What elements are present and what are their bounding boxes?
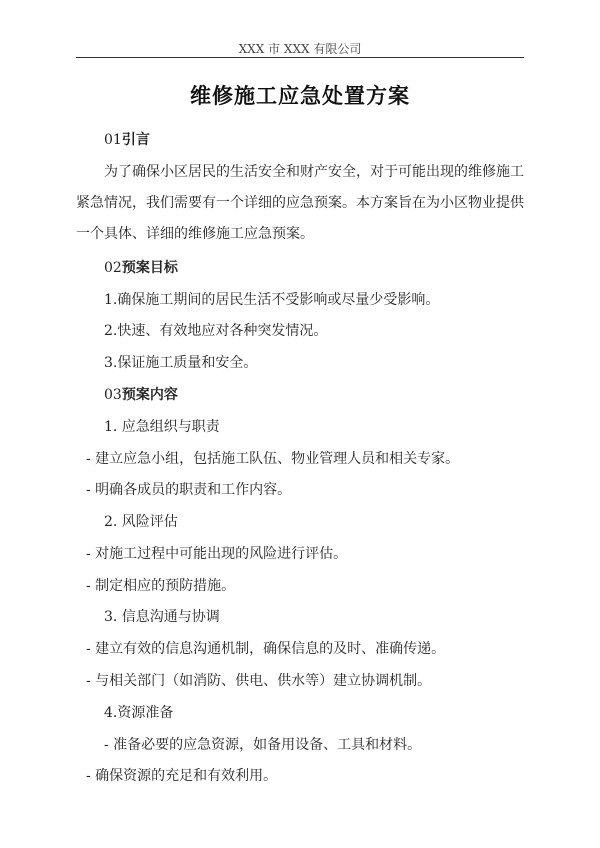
document-title: 维修施工应急处置方案 [190, 84, 410, 108]
subheading: 3. 信息沟通与协调 [104, 609, 220, 625]
section-heading-intro [104, 131, 150, 149]
list-item: 2.快速、有效地应对各种突发情况。 [104, 323, 328, 339]
list-item: - 建立应急小组，包括施工队伍、物业管理人员和相关专家。 [86, 451, 460, 467]
section-number: 03 [104, 387, 122, 403]
section-title: 引言 [121, 132, 150, 148]
list-item: - 对施工过程中可能出现的风险进行评估。 [86, 546, 348, 562]
section-number: 02 [104, 260, 122, 276]
subheading: 4.资源准备 [104, 705, 174, 721]
company-name: XXX 市 XXX 有限公司 [238, 42, 362, 56]
section-heading-goals [104, 259, 178, 277]
list-item: - 制定相应的预防措施。 [86, 578, 236, 594]
paragraph-line: 为了确保小区居民的生活安全和财产安全，对于可能出现的维修施工 [104, 164, 524, 180]
section-heading-content [104, 386, 178, 404]
list-item: - 确保资源的充足和有效利用。 [86, 768, 278, 784]
list-item: - 准备必要的应急资源，如备用设备、工具和材料。 [104, 737, 422, 753]
section-number: 01 [104, 132, 122, 148]
list-item: - 明确各成员的职责和工作内容。 [86, 482, 292, 498]
section-title: 预案目标 [121, 260, 178, 276]
subheading: 2. 风险评估 [104, 514, 178, 530]
list-item: 1.确保施工期间的居民生活不受影响或尽量少受影响。 [104, 292, 440, 308]
subheading: 1. 应急组织与职责 [104, 419, 220, 435]
list-item: 3.保证施工质量和安全。 [104, 355, 258, 371]
paragraph-line: 紧急情况，我们需要有一个详细的应急预案。本方案旨在为小区物业提供 [76, 195, 524, 211]
list-item: - 建立有效的信息沟通机制，确保信息的及时、准确传递。 [86, 641, 446, 657]
section-title: 预案内容 [121, 387, 178, 403]
header-divider [76, 57, 524, 58]
list-item: - 与相关部门（如消防、供电、供水等）建立协调机制。 [86, 673, 432, 689]
paragraph-line: 一个具体、详细的维修施工应急预案。 [76, 226, 314, 242]
